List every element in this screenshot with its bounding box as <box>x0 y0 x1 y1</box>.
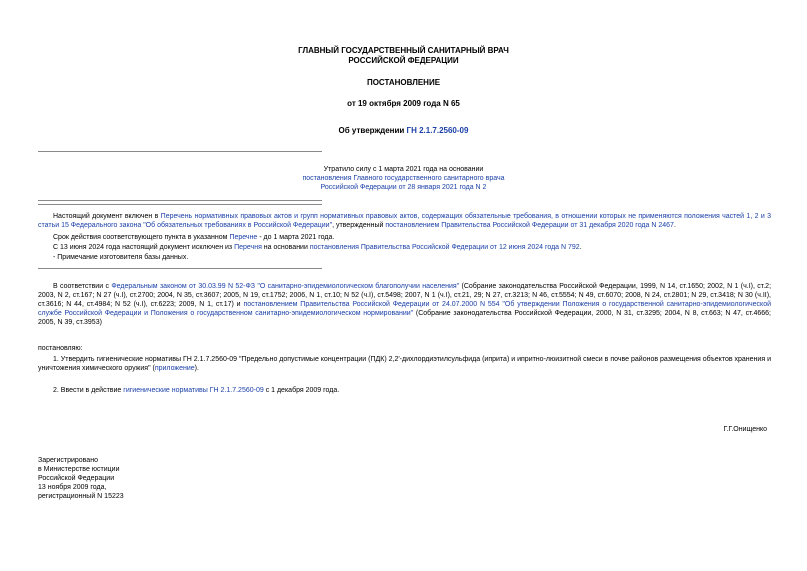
divider <box>38 204 322 205</box>
item-text: ). <box>194 365 199 372</box>
preamble-text: В соответствии с <box>53 283 112 290</box>
note-text: , утвержденный <box>332 222 386 229</box>
gov-decree-792-link[interactable]: постановления Правительства Российской Федерации от 12 июня 2024 года N 792 <box>309 244 580 251</box>
document-subject <box>0 126 807 136</box>
perechen-link[interactable]: Перечня <box>234 244 262 251</box>
norms-link[interactable]: гигиенические нормативы ГН 2.1.7.2560-09 <box>123 387 264 394</box>
item-text: с 1 декабря 2009 года. <box>263 387 340 394</box>
expired-link-1[interactable]: постановления Главного государственного санитарного врача <box>302 175 505 182</box>
note-text: . <box>579 244 582 251</box>
divider <box>38 268 322 269</box>
perechen-link[interactable]: Перечень нормативных правовых актов и групп нормативных правовых актов, содержащих обязательные требования, в отношении которых не применяются положения частей 1, 2 и 3 статьи 15 Федерального закона "Об обязательных требованиях в Российской Федерации" <box>38 213 771 229</box>
note-text: С 13 июня 2024 года настоящий документ исключен из <box>53 244 235 251</box>
note-text: Срок действия соответствующего пункта в указанном <box>53 234 230 241</box>
note-text: . <box>673 222 676 229</box>
note-text: на основании <box>261 244 310 251</box>
inclusion-note <box>38 212 771 230</box>
issuer-line-2: РОССИЙСКОЙ ФЕДЕРАЦИИ <box>348 56 459 65</box>
signature: Г.Г.Онищенко <box>723 426 767 433</box>
appendix-link[interactable]: приложение <box>154 365 195 372</box>
preamble <box>38 282 771 327</box>
note-text: Настоящий документ включен в <box>53 213 161 220</box>
document-type: ПОСТАНОВЛЕНИЕ <box>366 78 441 87</box>
exclusion-note <box>38 243 771 252</box>
subject-link[interactable]: ГН 2.1.7.2560-09 <box>406 126 469 135</box>
issuer-title <box>0 46 807 66</box>
item-1 <box>38 355 771 373</box>
registration-line: 13 ноября 2009 года, <box>38 484 107 491</box>
preamble-text: (Собрание законодательства Российской Федерации, 2000, N 31, ст.3295; 2004, N 8, ст.663; N 47, ст.4666; 2005, N 39, ст.3953) <box>38 310 771 326</box>
divider <box>38 200 322 201</box>
gov-decree-2467-link[interactable]: постановлением Правительства Российской Федерации от 31 декабря 2020 года N 2467 <box>385 222 674 229</box>
subject-text: Об утверждении <box>338 126 407 135</box>
preamble-text: (Собрание законодательства Российской Федерации, 1999, N 14, ст.1650; 2002, N 1 (ч.I), ст.2; 2003, N 2, ст.167; N 27 (ч.I), ст.2700; 2004, N 35, ст.3607; 2005, N 19, ст.1752; 2006, N 1, ст.10; N 52 (ч.I), ст.5498; 2007, N 1 (ч.I), ст.21, 29; N 27, ст.3213; N 46, ст.5554; N 49, ст.6070; 2008, N 24, ст.2801; N 29, ст.3418; N 30 (ч.II), ст.3616; N 44, ст.4984; N 52 (ч.I), ст.6223; 2009, N 1, ст.17) и <box>38 283 772 308</box>
item-text: 1. Утвердить гигиенические нормативы ГН 2.1.7.2560-09 "Предельно допустимые концентрации (ПДК) 2,2'-дихлордиэтилсульфида (иприта) и ипритно-люизитной смеси в почве районов размещения объектов хранения и уничтожения химического оружия" ( <box>38 356 771 372</box>
db-note: - Примечание изготовителя базы данных. <box>53 254 189 261</box>
registration-line: Зарегистрировано <box>38 457 98 464</box>
registration-block <box>38 456 124 501</box>
validity-note <box>38 233 771 242</box>
registration-line: в Министерстве юстиции <box>38 466 120 473</box>
note-text: - до 1 марта 2021 года. <box>257 234 335 241</box>
expired-note <box>0 165 807 192</box>
perechen-link[interactable]: Перечне <box>229 234 258 241</box>
expired-line-1: Утратило силу с 1 марта 2021 года на основании <box>323 166 484 173</box>
expired-link-2[interactable]: Российской Федерации от 28 января 2021 года N 2 <box>320 184 487 191</box>
issuer-line-1: ГЛАВНЫЙ ГОСУДАРСТВЕННЫЙ САНИТАРНЫЙ ВРАЧ <box>298 46 509 55</box>
resolves-word: постановляю: <box>38 345 83 352</box>
item-text: 2. Ввести в действие <box>53 387 124 394</box>
item-2 <box>38 386 771 395</box>
document-date: от 19 октября 2009 года N 65 <box>347 99 460 108</box>
registration-line: Российской Федерации <box>38 475 115 482</box>
gov-decree-554-link[interactable]: постановлением Правительства Российской Федерации от 24.07.2000 N 554 "Об утверждении Положения о государственной санитарно-эпидемиологической службе Российской Федерации и Положения о государственном санитарно-эпидемиологическом нормировании" <box>38 301 772 317</box>
divider <box>38 151 322 152</box>
federal-law-link[interactable]: Федеральным законом от 30.03.99 N 52-ФЗ "О санитарно-эпидемиологическом благополучии населения" <box>111 283 460 290</box>
registration-line: регистрационный N 15223 <box>38 493 124 500</box>
